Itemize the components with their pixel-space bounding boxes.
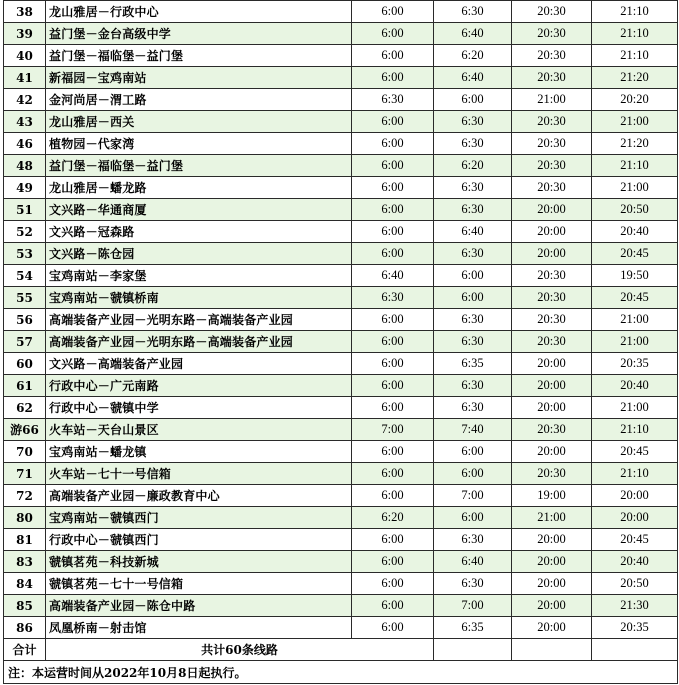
time-cell: 6:40 xyxy=(434,551,512,573)
route-number: 62 xyxy=(4,397,46,419)
route-number: 43 xyxy=(4,111,46,133)
time-cell: 20:30 xyxy=(512,309,592,331)
route-number: 70 xyxy=(4,441,46,463)
route-number: 49 xyxy=(4,177,46,199)
route-name: 行政中心－广元南路 xyxy=(46,375,352,397)
route-number: 61 xyxy=(4,375,46,397)
time-cell: 6:00 xyxy=(352,551,434,573)
route-name: 高端装备产业园－光明东路－高端装备产业园 xyxy=(46,309,352,331)
time-cell: 6:30 xyxy=(434,199,512,221)
route-row xyxy=(4,419,678,441)
time-cell: 6:00 xyxy=(352,617,434,639)
route-name: 植物园－代家湾 xyxy=(46,133,352,155)
route-row xyxy=(4,331,678,353)
time-cell: 6:30 xyxy=(434,133,512,155)
route-row xyxy=(4,89,678,111)
time-cell: 6:00 xyxy=(352,45,434,67)
time-cell: 6:00 xyxy=(434,441,512,463)
bus-schedule-table xyxy=(3,0,678,684)
route-number: 51 xyxy=(4,199,46,221)
time-cell: 6:30 xyxy=(434,243,512,265)
time-cell: 6:30 xyxy=(434,573,512,595)
time-cell: 6:30 xyxy=(352,89,434,111)
total-empty-cell xyxy=(592,639,678,661)
time-cell: 6:00 xyxy=(352,441,434,463)
time-cell: 20:35 xyxy=(592,353,678,375)
time-cell: 20:00 xyxy=(512,529,592,551)
route-row xyxy=(4,243,678,265)
time-cell: 21:00 xyxy=(512,89,592,111)
time-cell: 20:40 xyxy=(592,375,678,397)
route-row xyxy=(4,529,678,551)
time-cell: 7:00 xyxy=(352,419,434,441)
route-row xyxy=(4,397,678,419)
route-row xyxy=(4,177,678,199)
time-cell: 6:00 xyxy=(352,573,434,595)
time-cell: 6:00 xyxy=(352,353,434,375)
route-name: 宝鸡南站－虢镇西门 xyxy=(46,507,352,529)
time-cell: 20:00 xyxy=(512,617,592,639)
time-cell: 6:35 xyxy=(434,617,512,639)
route-number: 42 xyxy=(4,89,46,111)
time-cell: 19:00 xyxy=(512,485,592,507)
time-cell: 21:10 xyxy=(592,45,678,67)
time-cell: 20:00 xyxy=(512,375,592,397)
route-name: 凤凰桥南－射击馆 xyxy=(46,617,352,639)
route-number: 38 xyxy=(4,1,46,23)
route-row xyxy=(4,441,678,463)
time-cell: 20:45 xyxy=(592,243,678,265)
time-cell: 20:45 xyxy=(592,441,678,463)
route-row xyxy=(4,287,678,309)
time-cell: 6:00 xyxy=(434,265,512,287)
time-cell: 6:00 xyxy=(434,89,512,111)
route-number: 80 xyxy=(4,507,46,529)
route-number: 52 xyxy=(4,221,46,243)
time-cell: 21:20 xyxy=(592,67,678,89)
time-cell: 7:00 xyxy=(434,485,512,507)
time-cell: 6:00 xyxy=(352,375,434,397)
route-name: 益门堡－金台高级中学 xyxy=(46,23,352,45)
time-cell: 20:00 xyxy=(512,551,592,573)
time-cell: 6:00 xyxy=(352,221,434,243)
total-text: 共计60条线路 xyxy=(46,639,434,661)
route-row xyxy=(4,265,678,287)
time-cell: 20:30 xyxy=(512,155,592,177)
route-name: 益门堡－福临堡－益门堡 xyxy=(46,45,352,67)
route-name: 龙山雅居－行政中心 xyxy=(46,1,352,23)
total-row xyxy=(4,639,678,661)
route-name: 宝鸡南站－李家堡 xyxy=(46,265,352,287)
time-cell: 6:00 xyxy=(352,595,434,617)
time-cell: 6:00 xyxy=(352,529,434,551)
time-cell: 21:00 xyxy=(592,397,678,419)
route-name: 龙山雅居－蟠龙路 xyxy=(46,177,352,199)
route-number: 54 xyxy=(4,265,46,287)
time-cell: 20:00 xyxy=(512,397,592,419)
time-cell: 20:00 xyxy=(592,485,678,507)
effective-date-note: 注：本运营时间从2022年10月8日起执行。 xyxy=(4,661,678,684)
route-name: 文兴路－高端装备产业园 xyxy=(46,353,352,375)
time-cell: 20:30 xyxy=(512,177,592,199)
route-row xyxy=(4,485,678,507)
route-row xyxy=(4,551,678,573)
route-row xyxy=(4,133,678,155)
time-cell: 6:30 xyxy=(434,397,512,419)
route-row xyxy=(4,507,678,529)
time-cell: 6:00 xyxy=(352,309,434,331)
route-name: 虢镇茗苑－七十一号信箱 xyxy=(46,573,352,595)
route-number: 游66 xyxy=(4,419,46,441)
route-name: 新福园－宝鸡南站 xyxy=(46,67,352,89)
time-cell: 21:00 xyxy=(592,309,678,331)
time-cell: 6:00 xyxy=(352,23,434,45)
route-row xyxy=(4,617,678,639)
time-cell: 20:45 xyxy=(592,287,678,309)
route-row xyxy=(4,595,678,617)
time-cell: 20:00 xyxy=(512,441,592,463)
route-number: 48 xyxy=(4,155,46,177)
time-cell: 6:20 xyxy=(434,155,512,177)
time-cell: 6:30 xyxy=(434,529,512,551)
route-name: 高端装备产业园－廉政教育中心 xyxy=(46,485,352,507)
time-cell: 6:00 xyxy=(434,287,512,309)
route-name: 宝鸡南站－蟠龙镇 xyxy=(46,441,352,463)
route-row xyxy=(4,375,678,397)
time-cell: 6:00 xyxy=(434,507,512,529)
time-cell: 6:30 xyxy=(434,177,512,199)
time-cell: 6:00 xyxy=(352,111,434,133)
time-cell: 21:00 xyxy=(592,331,678,353)
time-cell: 6:00 xyxy=(352,177,434,199)
time-cell: 19:50 xyxy=(592,265,678,287)
route-name: 金河尚居－渭工路 xyxy=(46,89,352,111)
route-row xyxy=(4,573,678,595)
time-cell: 6:00 xyxy=(352,155,434,177)
route-name: 虢镇茗苑－科技新城 xyxy=(46,551,352,573)
route-number: 41 xyxy=(4,67,46,89)
route-row xyxy=(4,463,678,485)
time-cell: 20:00 xyxy=(512,573,592,595)
route-name: 高端装备产业园－光明东路－高端装备产业园 xyxy=(46,331,352,353)
time-cell: 20:45 xyxy=(592,529,678,551)
time-cell: 6:00 xyxy=(352,1,434,23)
time-cell: 20:30 xyxy=(512,133,592,155)
time-cell: 21:10 xyxy=(592,23,678,45)
time-cell: 20:00 xyxy=(512,595,592,617)
route-name: 益门堡－福临堡－益门堡 xyxy=(46,155,352,177)
time-cell: 20:30 xyxy=(512,331,592,353)
route-number: 60 xyxy=(4,353,46,375)
time-cell: 6:30 xyxy=(434,111,512,133)
time-cell: 20:40 xyxy=(592,551,678,573)
time-cell: 6:30 xyxy=(434,331,512,353)
time-cell: 7:40 xyxy=(434,419,512,441)
route-name: 宝鸡南站－虢镇桥南 xyxy=(46,287,352,309)
time-cell: 6:00 xyxy=(352,243,434,265)
time-cell: 6:00 xyxy=(434,463,512,485)
total-empty-cell xyxy=(512,639,592,661)
time-cell: 7:00 xyxy=(434,595,512,617)
time-cell: 20:00 xyxy=(512,221,592,243)
time-cell: 20:00 xyxy=(512,199,592,221)
time-cell: 21:00 xyxy=(592,111,678,133)
route-name: 火车站－七十一号信箱 xyxy=(46,463,352,485)
time-cell: 6:40 xyxy=(352,265,434,287)
route-row xyxy=(4,221,678,243)
route-number: 71 xyxy=(4,463,46,485)
time-cell: 6:20 xyxy=(352,507,434,529)
time-cell: 20:00 xyxy=(512,353,592,375)
route-name: 行政中心－虢镇西门 xyxy=(46,529,352,551)
route-number: 85 xyxy=(4,595,46,617)
time-cell: 21:10 xyxy=(592,419,678,441)
time-cell: 6:30 xyxy=(434,375,512,397)
time-cell: 20:30 xyxy=(512,463,592,485)
route-number: 39 xyxy=(4,23,46,45)
time-cell: 6:30 xyxy=(434,1,512,23)
route-number: 53 xyxy=(4,243,46,265)
total-empty-cell xyxy=(434,639,512,661)
time-cell: 20:20 xyxy=(592,89,678,111)
route-number: 56 xyxy=(4,309,46,331)
note-row xyxy=(4,661,678,684)
route-name: 龙山雅居－西关 xyxy=(46,111,352,133)
route-row xyxy=(4,199,678,221)
time-cell: 21:00 xyxy=(592,177,678,199)
route-name: 高端装备产业园－陈仓中路 xyxy=(46,595,352,617)
time-cell: 20:30 xyxy=(512,67,592,89)
route-number: 46 xyxy=(4,133,46,155)
bus-schedule xyxy=(3,0,678,684)
route-name: 行政中心－虢镇中学 xyxy=(46,397,352,419)
time-cell: 6:00 xyxy=(352,199,434,221)
time-cell: 20:00 xyxy=(512,243,592,265)
time-cell: 6:00 xyxy=(352,67,434,89)
time-cell: 6:00 xyxy=(352,397,434,419)
time-cell: 20:30 xyxy=(512,287,592,309)
route-number: 57 xyxy=(4,331,46,353)
route-row xyxy=(4,353,678,375)
time-cell: 20:50 xyxy=(592,199,678,221)
time-cell: 20:00 xyxy=(592,507,678,529)
route-number: 86 xyxy=(4,617,46,639)
time-cell: 21:00 xyxy=(512,507,592,529)
time-cell: 20:50 xyxy=(592,573,678,595)
route-name: 文兴路－陈仓园 xyxy=(46,243,352,265)
time-cell: 21:10 xyxy=(592,463,678,485)
time-cell: 21:20 xyxy=(592,133,678,155)
total-label: 合计 xyxy=(4,639,46,661)
time-cell: 21:10 xyxy=(592,1,678,23)
route-row xyxy=(4,23,678,45)
time-cell: 20:30 xyxy=(512,45,592,67)
time-cell: 21:10 xyxy=(592,155,678,177)
route-number: 83 xyxy=(4,551,46,573)
route-number: 81 xyxy=(4,529,46,551)
time-cell: 20:35 xyxy=(592,617,678,639)
time-cell: 6:40 xyxy=(434,67,512,89)
time-cell: 6:40 xyxy=(434,23,512,45)
route-row xyxy=(4,1,678,23)
time-cell: 20:30 xyxy=(512,419,592,441)
time-cell: 6:30 xyxy=(352,287,434,309)
time-cell: 6:20 xyxy=(434,45,512,67)
time-cell: 6:00 xyxy=(352,331,434,353)
route-row xyxy=(4,309,678,331)
time-cell: 6:35 xyxy=(434,353,512,375)
route-name: 文兴路－冠森路 xyxy=(46,221,352,243)
route-row xyxy=(4,155,678,177)
route-row xyxy=(4,45,678,67)
route-name: 火车站－天台山景区 xyxy=(46,419,352,441)
time-cell: 6:00 xyxy=(352,133,434,155)
time-cell: 20:30 xyxy=(512,23,592,45)
time-cell: 6:00 xyxy=(352,485,434,507)
time-cell: 20:30 xyxy=(512,111,592,133)
route-row xyxy=(4,67,678,89)
time-cell: 6:40 xyxy=(434,221,512,243)
time-cell: 6:30 xyxy=(434,309,512,331)
route-row xyxy=(4,111,678,133)
time-cell: 6:00 xyxy=(352,463,434,485)
route-number: 40 xyxy=(4,45,46,67)
route-number: 84 xyxy=(4,573,46,595)
time-cell: 20:30 xyxy=(512,1,592,23)
route-number: 55 xyxy=(4,287,46,309)
route-number: 72 xyxy=(4,485,46,507)
time-cell: 20:40 xyxy=(592,221,678,243)
time-cell: 20:30 xyxy=(512,265,592,287)
time-cell: 21:30 xyxy=(592,595,678,617)
route-name: 文兴路－华通商厦 xyxy=(46,199,352,221)
